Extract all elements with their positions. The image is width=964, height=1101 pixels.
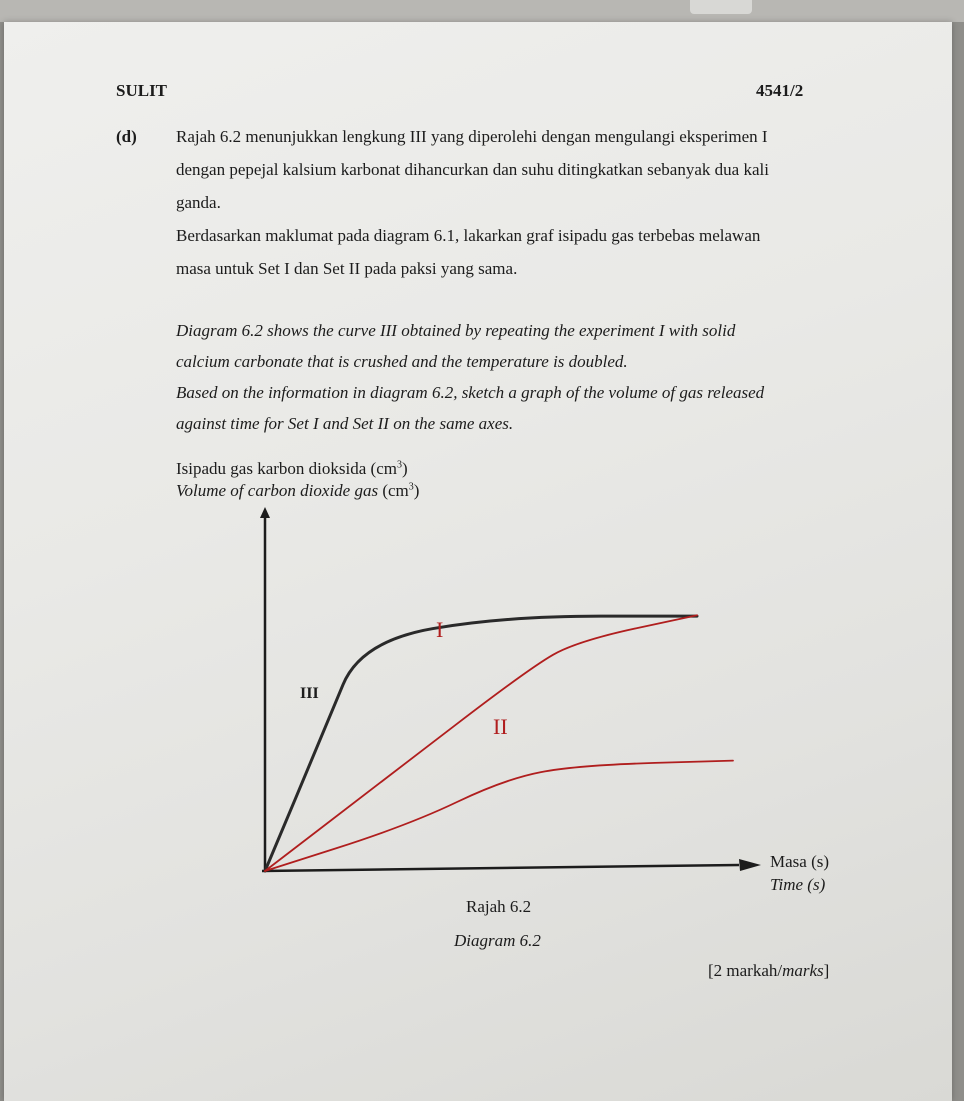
x-axis-arrow-icon [739,859,761,871]
curve-I [265,615,697,871]
y-axis-label-sup: 3 [396,459,402,471]
series-label-II: II [493,714,508,739]
figure-caption-english: Diagram 6.2 [454,931,541,950]
malay-line-3: ganda. [176,193,221,212]
header-right: 4541/2 [756,81,804,100]
y-axis-label-en-close: ) [413,481,420,500]
y-axis-label-malay-main: Isipadu gas karbon dioksida [176,459,367,478]
x-axis-label-malay: Masa (s) [770,852,830,871]
marks-post: ] [823,961,830,980]
header-left: SULIT [116,81,168,100]
y-axis-arrow-icon [260,507,270,518]
marks-ital: marks [782,961,824,980]
paper-clip-tab [690,0,752,14]
curve-II [265,761,733,871]
y-axis-label-close: ) [401,459,408,478]
series-label-I: I [436,617,444,642]
y-axis-label-english-main: Volume of carbon dioxide gas [176,481,379,500]
x-axis-line [262,865,739,871]
y-axis-label-en-unit: (cm [382,481,409,500]
english-line-1: Diagram 6.2 shows the curve III obtained by repeating the experiment I with solid [176,321,736,340]
y-axis [260,507,270,871]
question-label: (d) [116,127,137,146]
y-axis-label-en-sup: 3 [408,481,414,493]
english-line-3: Based on the information in diagram 6.2, sketch a graph of the volume of gas released [176,383,765,402]
english-line-4: against time for Set I and Set II on the same axes. [176,414,514,433]
marks-label [708,960,829,981]
x-axis [262,859,761,871]
marks-pre: [2 markah/ [708,961,783,980]
figure-caption-malay: Rajah 6.2 [466,897,532,916]
series-layer [265,615,733,871]
malay-line-5: masa untuk Set I dan Set II pada paksi yang sama. [176,259,518,278]
english-line-2: calcium carbonate that is crushed and the temperature is doubled. [176,352,628,371]
malay-line-1: Rajah 6.2 menunjukkan lengkung III yang diperolehi dengan mengulangi eksperimen I [176,127,768,146]
series-label-III: III [300,685,319,702]
background-strip [0,0,964,22]
x-axis-label-english: Time (s) [770,875,826,894]
y-axis-label-unit: (cm [370,459,397,478]
malay-line-2: dengan pepejal kalsium karbonat dihancurkan dan suhu ditingkatkan sebanyak dua kali [176,160,769,179]
exam-page [4,22,952,1101]
malay-line-4: Berdasarkan maklumat pada diagram 6.1, lakarkan graf isipadu gas terbebas melawan [176,226,761,245]
curve-III [265,616,697,871]
